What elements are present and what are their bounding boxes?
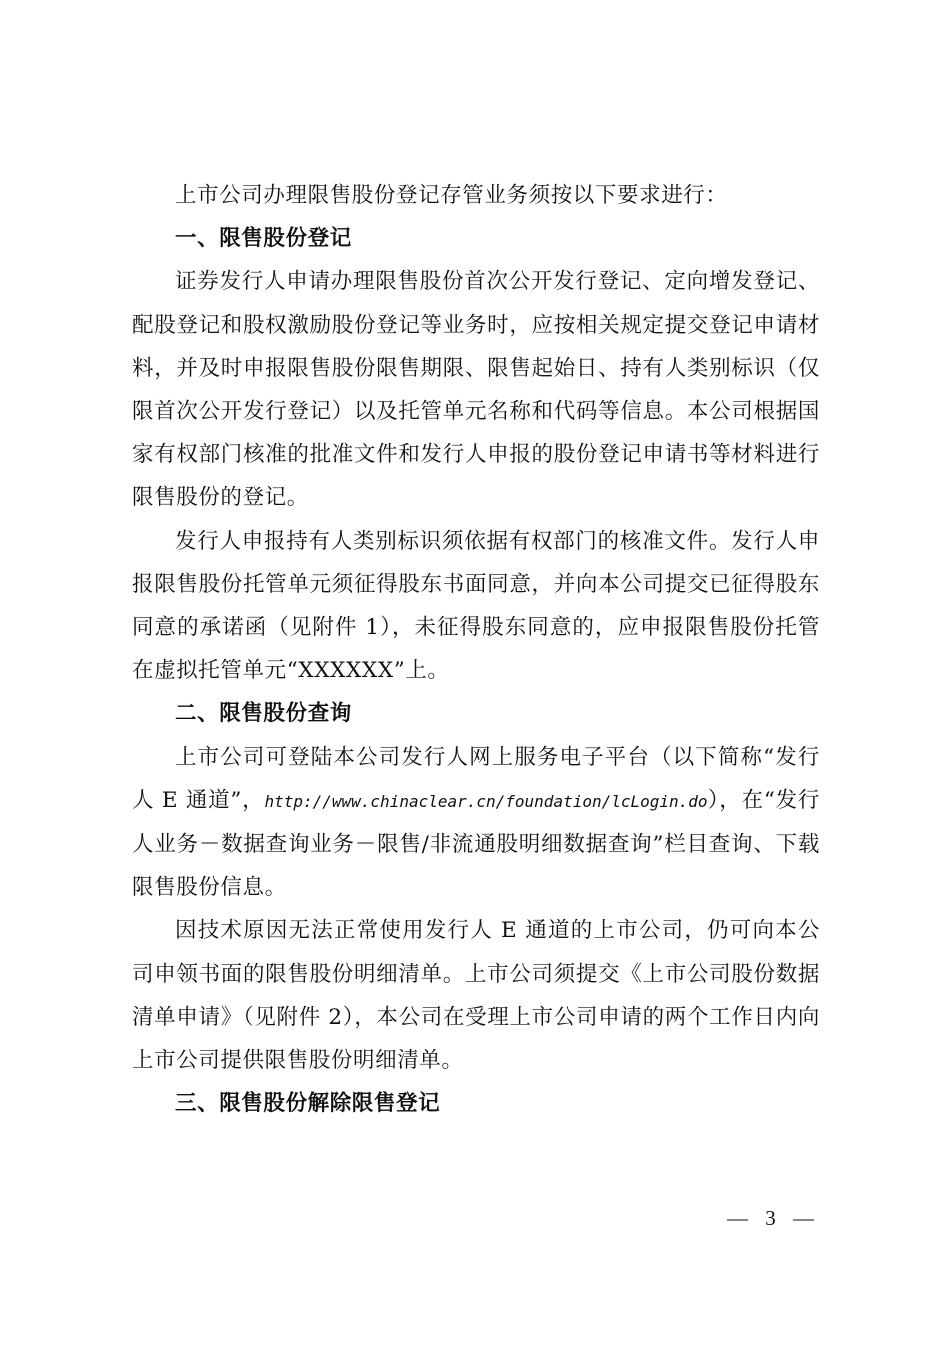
section-heading-3: 三、限售股份解除限售登记 — [175, 1091, 441, 1117]
section2-p1-text-before: 上市公司可登陆本公司发行人网上服务电子平台（以下简称“发行人 E 通道”， — [132, 744, 820, 813]
section2-p1-text-after: ），在“发行人业务－数据查询业务－限售/非流通股明细数据查询”栏目查询、下载限售股份信息。 — [132, 787, 821, 901]
platform-url: http://www.chinaclear.cn/foundation/lcLogin.do — [264, 791, 708, 811]
section1-paragraph-2: 发行人申报持有人类别标识须依据有权部门的核准文件。发行人申报限售股份托管单元须征得股东书面同意，并向本公司提交已征得股东同意的承诺函（见附件 1），未征得股东同意的，应申报限售股份托管在虚拟托管单元“XXXXXX”上。 — [132, 528, 820, 684]
section2-paragraph-1 — [132, 736, 820, 910]
section2-paragraph-2: 因技术原因无法正常使用发行人 E 通道的上市公司，仍可向本公司申领书面的限售股份明细清单。上市公司须提交《上市公司股份数据清单申请》（见附件 2），本公司在受理上市公司申请的两个工作日内向上市公司提供限售股份明细清单。 — [132, 918, 820, 1074]
page-number: — 3 — — [727, 1206, 820, 1230]
section-heading-1: 一、限售股份登记 — [175, 226, 352, 252]
section-heading-2: 二、限售股份查询 — [175, 701, 352, 727]
intro-paragraph: 上市公司办理限售股份登记存管业务须按以下要求进行： — [175, 183, 728, 208]
section1-paragraph-1: 证券发行人申请办理限售股份首次公开发行登记、定向增发登记、配股登记和股权激励股份登记等业务时，应按相关规定提交登记申请材料，并及时申报限售股份限售期限、限售起始日、持有人类别标识（仅限首次公开发行登记）以及托管单元名称和代码等信息。本公司根据国家有权部门核准的批准文件和发行人申报的股份登记申请书等材料进行限售股份的登记。 — [132, 269, 820, 511]
document-body — [132, 174, 820, 1125]
